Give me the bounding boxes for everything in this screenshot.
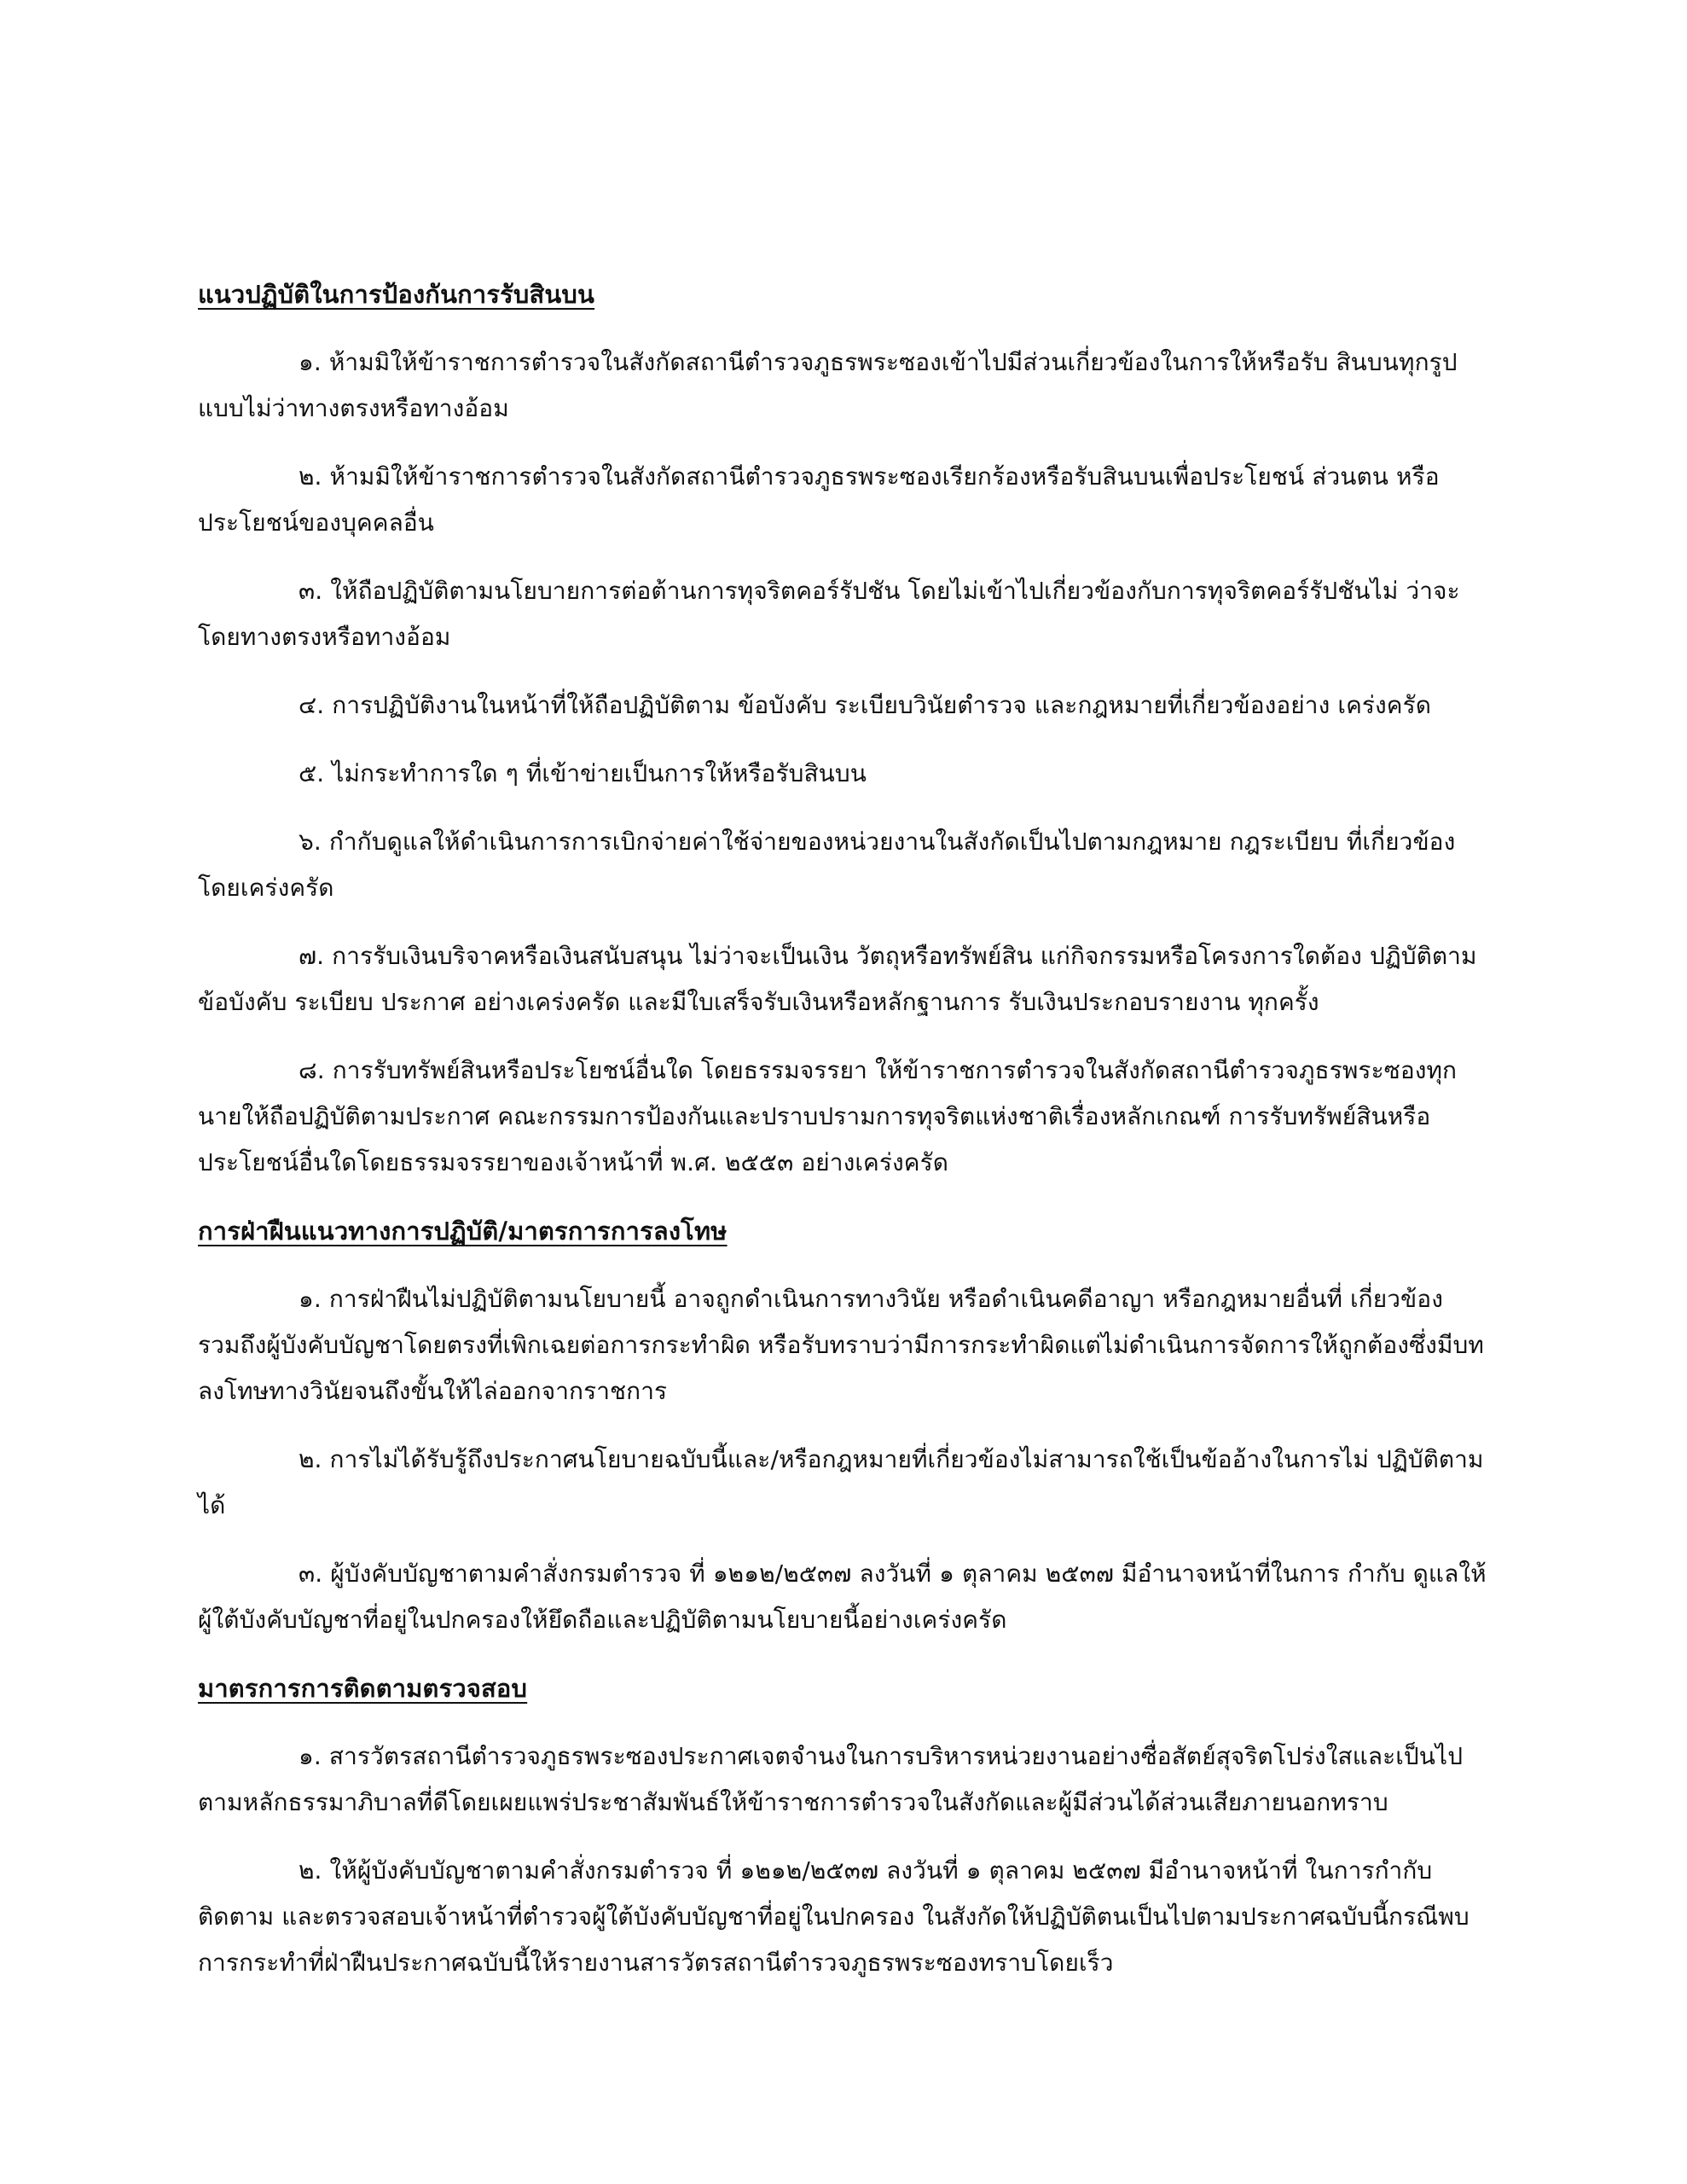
list-item: ๒. การไม่ได้รับรู้ถึงประกาศนโยบายฉบับนี้และ/หรือกฎหมายที่เกี่ยวข้องไม่สามารถใช้เป็นข้ออ้างในการไม่ ปฏิบัติตามได้: [198, 1445, 1484, 1519]
section-bribery-prevention: [198, 271, 1490, 1186]
list-item: ๑. ห้ามมิให้ข้าราชการตำรวจในสังกัดสถานีตำรวจภูธรพระซองเข้าไปมีส่วนเกี่ยวข้องในการให้หรือรับ สินบนทุกรูปแบบไม่ว่าทางตรงหรือทางอ้อม: [198, 348, 1458, 422]
list-item: ๔. การปฏิบัติงานในหน้าที่ให้ถือปฏิบัติตาม ข้อบังคับ ระเบียบวินัยตำรวจ และกฎหมายที่เกี่ยวข้องอย่าง เคร่งครัด: [299, 691, 1432, 719]
section-heading: แนวปฏิบัติในการป้องกันการรับสินบน: [198, 280, 595, 309]
list-item: ๓. ให้ถือปฏิบัติตามนโยบายการต่อต้านการทุจริตคอร์รัปชัน โดยไม่เข้าไปเกี่ยวข้องกับการทุจริตคอร์รัปชันไม่ ว่าจะโดยทางตรงหรือทางอ้อม: [198, 577, 1460, 651]
section-violation-penalties: [198, 1208, 1490, 1643]
list-item: ๓. ผู้บังคับบัญชาตามคำสั่งกรมตำรวจ ที่ ๑๒๑๒/๒๕๓๗ ลงวันที่ ๑ ตุลาคม ๒๕๓๗ มีอำนาจหน้าที่ในการ กำกับ ดูแลให้ผู้ใต้บังคับบัญชาที่อยู่ในปกครองให้ยึดถือและปฏิบัติตามนโยบายนี้อย่างเคร่งครัด: [198, 1560, 1487, 1634]
list-item: ๘. การรับทรัพย์สินหรือประโยชน์อื่นใด โดยธรรมจรรยา ให้ข้าราชการตำรวจในสังกัดสถานีตำรวจภูธรพระซองทุกนายให้ถือปฏิบัติตามประกาศ คณะกรรมการป้องกันและปราบปรามการทุจริตแห่งชาติเรื่องหลักเกณฑ์ การรับทรัพย์สินหรือประโยชน์อื่นใดโดยธรรมจรรยาของเจ้าหน้าที่ พ.ศ. ๒๕๕๓ อย่างเคร่งครัด: [198, 1056, 1458, 1176]
section-heading: การฝ่าฝืนแนวทางการปฏิบัติ/มาตรการการลงโทษ: [198, 1217, 728, 1246]
list-item: ๕. ไม่กระทำการใด ๆ ที่เข้าข่ายเป็นการให้หรือรับสินบน: [299, 759, 867, 787]
section-monitoring-measures: [198, 1665, 1490, 1986]
list-item: ๒. ห้ามมิให้ข้าราชการตำรวจในสังกัดสถานีตำรวจภูธรพระซองเรียกร้องหรือรับสินบนเพื่อประโยชน์ ส่วนตน หรือประโยชน์ของบุคคลอื่น: [198, 462, 1440, 537]
list-item: ๑. การฝ่าฝืนไม่ปฏิบัติตามนโยบายนี้ อาจถูกดำเนินการทางวินัย หรือดำเนินคดีอาญา หรือกฎหมายอื่นที่ เกี่ยวข้อง รวมถึงผู้บังคับบัญชาโดยตรงที่เพิกเฉยต่อการกระทำผิด หรือรับทราบว่ามีการกระทำผิดแต่ไม่ดำเนินการจัดการให้ถูกต้องซึ่งมีบทลงโทษทางวินัยจนถึงขั้นให้ไล่ออกจากราชการ: [198, 1285, 1484, 1405]
list-item: ๑. สารวัตรสถานีตำรวจภูธรพระซองประกาศเจตจำนงในการบริหารหน่วยงานอย่างซื่อสัตย์สุจริตโปร่งใสและเป็นไปตามหลักธรรมาภิบาลที่ดีโดยเผยแพร่ประชาสัมพันธ์ให้ข้าราชการตำรวจในสังกัดและผู้มีส่วนได้ส่วนเสียภายนอกทราบ: [198, 1742, 1464, 1816]
list-item: ๗. การรับเงินบริจาคหรือเงินสนับสนุน ไม่ว่าจะเป็นเงิน วัตถุหรือทรัพย์สิน แก่กิจกรรมหรือโครงการใดต้อง ปฏิบัติตามข้อบังคับ ระเบียบ ประกาศ อย่างเคร่งครัด และมีใบเสร็จรับเงินหรือหลักฐานการ รับเงินประกอบรายงาน ทุกครั้ง: [198, 942, 1477, 1016]
section-heading: มาตรการการติดตามตรวจสอบ: [198, 1674, 528, 1703]
list-item: ๒. ให้ผู้บังคับบัญชาตามคำสั่งกรมตำรวจ ที่ ๑๒๑๒/๒๕๓๗ ลงวันที่ ๑ ตุลาคม ๒๕๓๗ มีอำนาจหน้าที่ ในการกำกับ ติดตาม และตรวจสอบเจ้าหน้าที่ตำรวจผู้ใต้บังคับบัญชาที่อยู่ในปกครอง ในสังกัดให้ปฏิบัติตนเป็นไปตามประกาศฉบับนี้กรณีพบการกระทำที่ฝ่าฝืนประกาศฉบับนี้ให้รายงานสารวัตรสถานีตำรวจภูธรพระซองทราบโดยเร็ว: [198, 1856, 1470, 1977]
list-item: ๖. กำกับดูแลให้ดำเนินการการเบิกจ่ายค่าใช้จ่ายของหน่วยงานในสังกัดเป็นไปตามกฎหมาย กฎระเบียบ ที่เกี่ยวข้องโดยเคร่งครัด: [198, 828, 1456, 902]
document-body: [198, 271, 1490, 2008]
